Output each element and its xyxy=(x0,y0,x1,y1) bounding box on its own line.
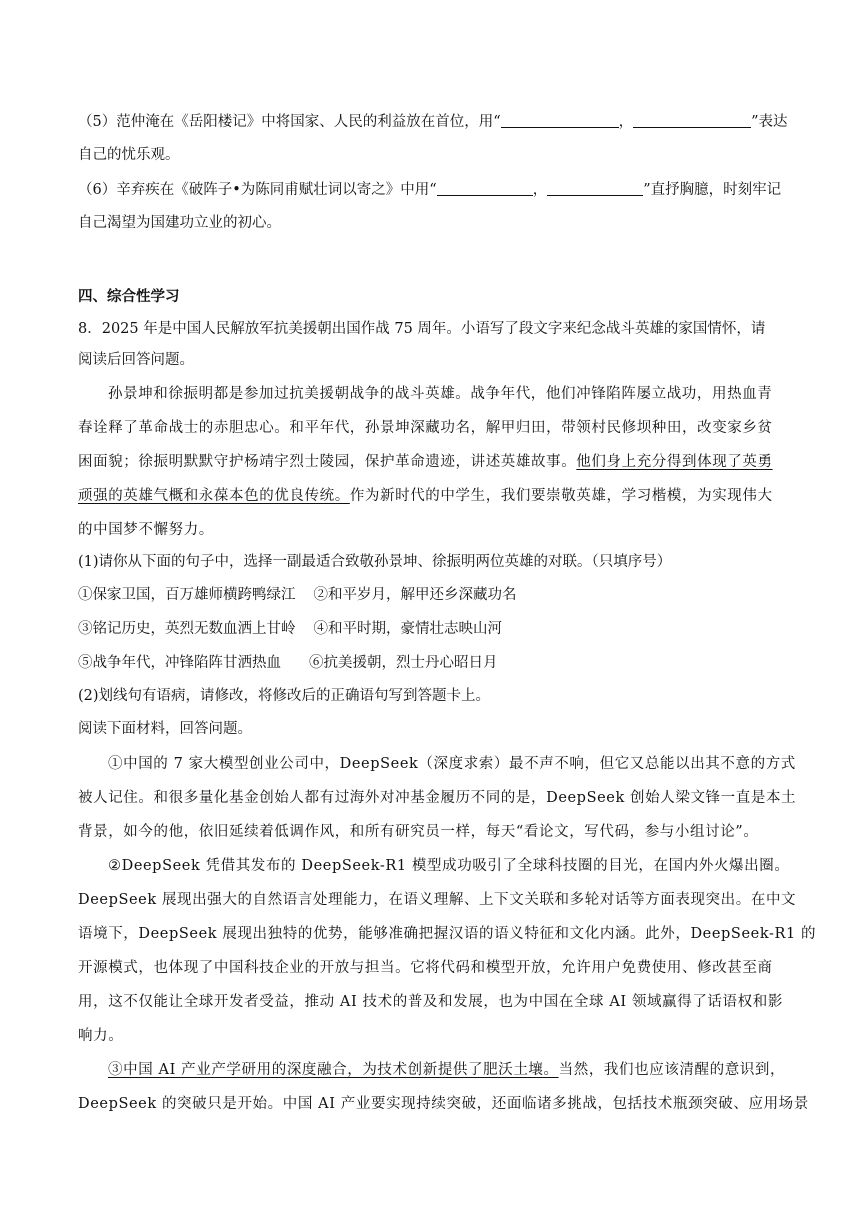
passage-line: 春诠释了革命战士的赤胆忠心。和平年代，孙景坤深藏功名，解甲归田，带领村民修坝种田，改变家乡贫 xyxy=(78,420,773,436)
options-row xyxy=(78,585,783,605)
option: ③铭记历史，英烈无数血洒上甘岭 xyxy=(78,621,296,637)
passage-line: 的中国梦不懈努力。 xyxy=(78,522,214,538)
passage-line: 困面貌；徐振明默默守护杨靖宇烈士陵园，保护革命遗迹，讲述英雄故事。他们身上充分得到体现了英勇 xyxy=(78,454,773,470)
question-8-stem-cont: 阅读后回答问题。 xyxy=(78,352,194,368)
sub-question-2: (2)划线句有语病，请修改，将修改后的正确语句写到答题卡上。 xyxy=(78,688,491,704)
options-row xyxy=(78,619,783,639)
reading-line: ③中国 AI 产业产学研用的深度融合，为技术创新提供了肥沃土壤。当然，我们也应该清醒的意识到， xyxy=(108,1062,786,1078)
reading-line: ②DeepSeek 凭借其发布的 DeepSeek-R1 模型成功吸引了全球科技圈的目光，在国内外火爆出圈。 xyxy=(108,858,790,874)
answer-blank[interactable] xyxy=(547,181,643,196)
underlined-sentence: 他们身上充分得到体现了英勇 xyxy=(576,454,773,470)
reading-line: ①中国的 7 家大模型创业公司中，DeepSeek（深度求索）最不声不响，但它又总能以出其不意的方式 xyxy=(108,756,796,772)
option: ②和平岁月，解甲还乡深藏功名 xyxy=(313,587,517,603)
reading-line: DeepSeek 展现出强大的自然语言处理能力，在语义理解、上下文关联和多轮对话等方面表现突出。在中文 xyxy=(78,892,797,908)
answer-blank[interactable] xyxy=(633,113,751,128)
reading-line: 开源模式，也体现了中国科技企业的开放与担当。它将代码和模型开放，允许用户免费使用、修改甚至商 xyxy=(78,960,773,976)
question-6-continuation: 自己渴望为国建功立业的初心。 xyxy=(78,215,281,231)
underlined-sentence: ③中国 AI 产业产学研用的深度融合，为技术创新提供了肥沃土壤。 xyxy=(108,1062,559,1078)
option: ⑤战争年代，冲锋陷阵甘洒热血 xyxy=(78,655,281,671)
option: ①保家卫国，百万雄师横跨鸭绿江 xyxy=(78,587,296,603)
reading-line: 响力。 xyxy=(78,1028,124,1044)
reading-line: DeepSeek 的突破只是开始。中国 AI 产业要实现持续突破，还面临诸多挑战，包括技术瓶颈突破、应用场景 xyxy=(78,1096,809,1112)
passage-line: 顽强的英雄气概和永葆本色的优良传统。作为新时代的中学生，我们要崇敬英雄，学习楷模，为实现伟大 xyxy=(78,488,773,504)
underlined-sentence: 顽强的英雄气概和永葆本色的优良传统。 xyxy=(78,488,350,504)
reading-line: 被人记住。和很多量化基金创始人都有过海外对冲基金履历不同的是，DeepSeek 创始人梁文锋一直是本土 xyxy=(78,790,797,806)
question-5-text: （5）范仲淹在《岳阳楼记》中将国家、人民的利益放在首位，用“ xyxy=(78,114,501,130)
reading-line: 背景，如今的他，依旧延续着低调作风，和所有研究员一样，每天“看论文，写代码，参与小组讨论”。 xyxy=(78,824,759,840)
reading-line: 语境下，DeepSeek 展现出独特的优势，能够准确把握汉语的语义特征和文化内涵。此外，DeepSeek-R1 的 xyxy=(78,926,817,942)
question-6-line: （6）辛弃疾在《破阵子•为陈同甫赋壮词以寄之》中用“ ， ”直抒胸臆，时刻牢记 xyxy=(78,182,782,198)
reading-intro: 阅读下面材料，回答问题。 xyxy=(78,721,252,737)
question-6-text: （6）辛弃疾在《破阵子•为陈同甫赋壮词以寄之》中用“ xyxy=(78,182,437,198)
option: ④和平时期，豪情壮志映山河 xyxy=(313,621,502,637)
reading-line: 用，这不仅能让全球开发者受益，推动 AI 技术的普及和发展，也为中国在全球 AI 领域赢得了话语权和影 xyxy=(78,994,783,1010)
option: ⑥抗美援朝，烈士丹心昭日月 xyxy=(309,655,498,671)
passage-line: 孙景坤和徐振明都是参加过抗美援朝战争的战斗英雄。战争年代，他们冲锋陷阵屡立战功，用热血青 xyxy=(108,386,773,402)
options-row xyxy=(78,653,783,673)
question-5-line: （5）范仲淹在《岳阳楼记》中将国家、人民的利益放在首位，用“ ， ”表达 xyxy=(78,114,788,130)
sub-question-1: (1)请你从下面的句子中，选择一副最适合致敬孙景坤、徐振明两位英雄的对联。（只填序号） xyxy=(78,554,672,570)
question-5-continuation: 自己的忧乐观。 xyxy=(78,147,180,163)
answer-blank[interactable] xyxy=(501,113,619,128)
section-title: 四、综合性学习 xyxy=(78,289,180,305)
answer-blank[interactable] xyxy=(437,181,533,196)
question-8-stem: 8．2025 年是中国人民解放军抗美援朝出国作战 75 周年。小语写了段文字来纪念战斗英雄的家国情怀，请 xyxy=(78,321,766,337)
